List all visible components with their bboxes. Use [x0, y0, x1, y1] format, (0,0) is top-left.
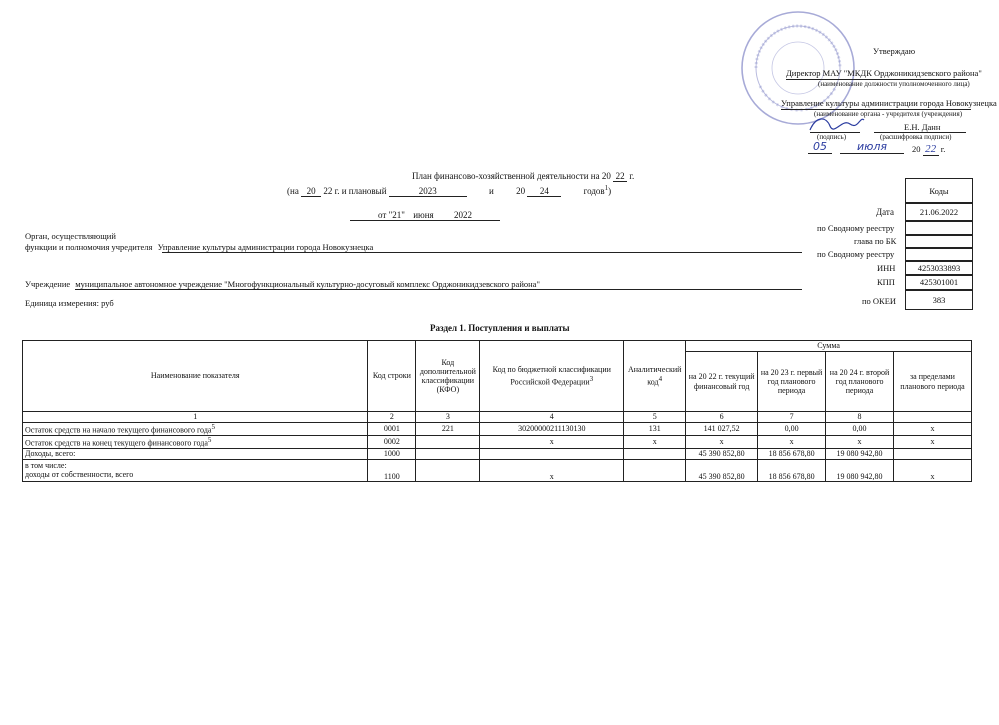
signer-name: Е.Н. Данн: [904, 122, 941, 132]
svod2-label: по Сводному реестру: [817, 249, 895, 259]
kpp-label: КПП: [877, 277, 895, 287]
approval-year-suffix: г.: [940, 144, 946, 154]
plan-period: (на 20 22 г. и плановый 2023 и 20 24 годов$^1$): [287, 184, 612, 196]
position-caption: (наименование должности уполномоченного лица): [818, 80, 970, 88]
founder-name: Управление культуры администрации города Новокузнецка: [781, 98, 997, 108]
section-title: Раздел 1. Поступления и выплаты: [430, 323, 570, 333]
approval-day: 05: [808, 140, 832, 154]
glava-label: глава по БК: [854, 236, 897, 246]
inn-label: ИНН: [877, 263, 896, 273]
decoding-caption: (расшифровка подписи): [880, 133, 952, 141]
table-num-row: 1 2 3 4 5 6 7 8: [23, 412, 972, 423]
codes-header: Коды: [905, 178, 973, 203]
code-inn: 4253033893: [905, 260, 973, 276]
table-row: Остаток средств на конец текущего финансового года$^5$ 0002 х х х х х х: [23, 435, 972, 448]
h-y3: на 20 24 г. второй год планового периода: [826, 352, 894, 412]
plan-date: от "21" июня 2022: [350, 210, 500, 221]
table-row: в том числе: доходы от собственности, всего 1100 х 45 390 852,80 18 856 678,80 19 080 942,80 х: [23, 459, 972, 481]
approval-year: 22: [923, 143, 939, 156]
h-code: Код строки: [368, 341, 416, 412]
approve-label: Утверждаю: [873, 46, 916, 56]
approval-year-prefix: 20: [912, 144, 921, 154]
unit-label: Единица измерения: руб: [25, 298, 114, 308]
approver-position: Директор МАУ "МКДК Орджоникидзевского района": [786, 68, 982, 78]
organ-label-1: Орган, осуществляющий: [25, 231, 116, 241]
h-y2: на 20 23 г. первый год планового периода: [758, 352, 826, 412]
h-anal: Аналитический код$^4$: [624, 341, 686, 412]
signature-caption: (подпись): [817, 133, 847, 141]
founder-caption: (наименование органа - учредителя (учреждения): [814, 110, 963, 118]
signature-mark: [806, 112, 866, 134]
organ-row: функции и полномочия учредителя Управление культуры администрации города Новокузнецка: [25, 242, 374, 252]
h-bk: Код по бюджетной классификации Российской Федерации$^3$: [480, 341, 624, 412]
approval-month: июля: [840, 140, 904, 154]
plan-title: План финансово-хозяйственной деятельности на 20 22 г.: [412, 171, 635, 181]
table-row: Остаток средств на начало текущего финансового года$^5$ 0001 221 30200000211130130 131 141 027,52 0,00 0,00 х: [23, 423, 972, 436]
institution-row: Учреждение муниципальное автономное учреждение "Многофункциональный культурно-досуговый комплекс Орджоникидзевского района": [25, 279, 540, 289]
h-name: Наименование показателя: [23, 341, 368, 412]
code-okei: 383: [905, 290, 973, 310]
svod1-label: по Сводному реестру: [817, 223, 895, 233]
h-y1: на 20 22 г. текущий финансовый год: [686, 352, 758, 412]
h-y4: за пределами планового периода: [894, 352, 972, 412]
h-sum: Сумма: [686, 341, 972, 352]
code-date: 21.06.2022: [905, 203, 973, 221]
finance-table: [22, 340, 972, 482]
okei-label: по ОКЕИ: [862, 296, 897, 306]
date-label: Дата: [876, 207, 894, 217]
code-kpp: 425301001: [905, 274, 973, 290]
table-row: Доходы, всего: 1000 45 390 852,80 18 856 678,80 19 080 942,80: [23, 448, 972, 459]
h-kfo: Код дополнительной классификации (КФО): [416, 341, 480, 412]
